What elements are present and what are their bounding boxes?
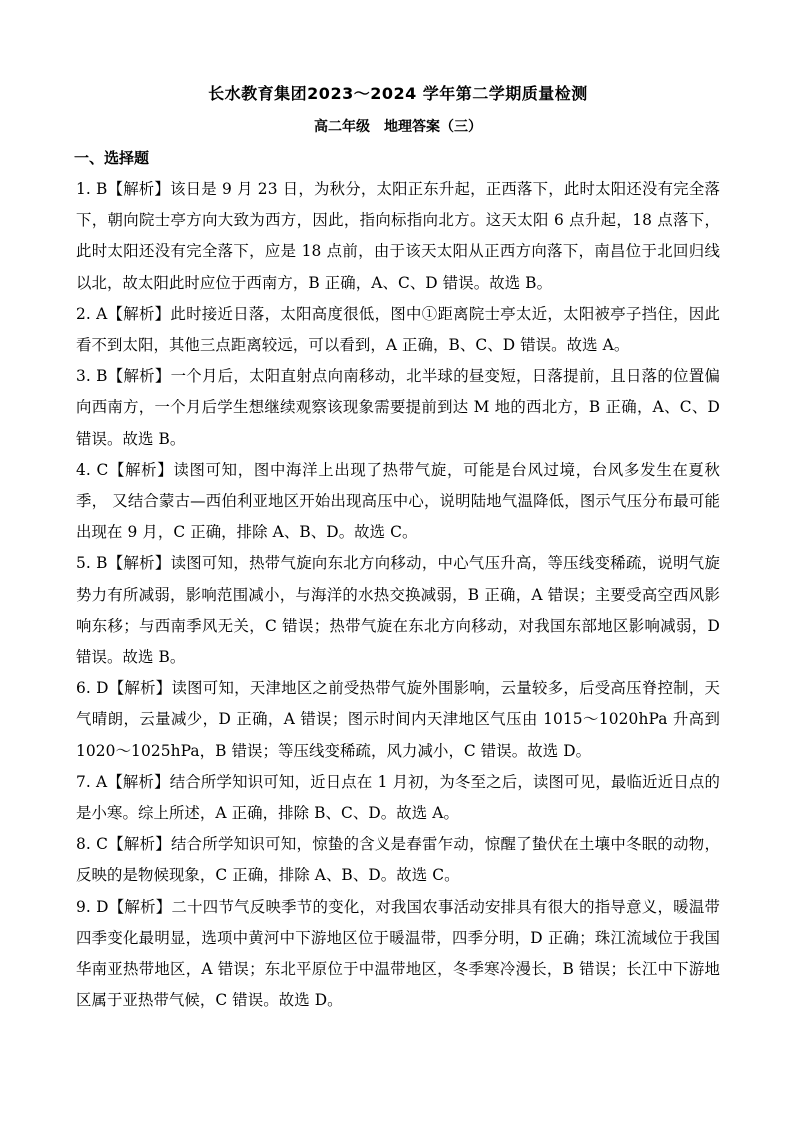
document-title: 长水教育集团2023～2024 学年第二学期质量检测 (208, 84, 588, 103)
answer-list (76, 174, 720, 1016)
analysis-tag: 【解析】 (108, 679, 172, 698)
analysis-tag: 【解析】 (107, 772, 170, 791)
analysis-tag: 【解析】 (107, 304, 171, 323)
answer-item-7 (76, 767, 720, 829)
answer-number: 2. (76, 304, 91, 323)
answer-item-9 (76, 892, 720, 1017)
answer-item-1 (76, 174, 720, 299)
answer-item-6 (76, 673, 720, 767)
answer-item-4 (76, 455, 720, 549)
analysis-tag: 【解析】 (108, 460, 174, 479)
answer-number: 6. (76, 679, 91, 698)
answer-number: 4. (76, 460, 91, 479)
analysis-tag: 【解析】 (107, 367, 171, 386)
answer-explanation: 读图可知，图中海洋上出现了热带气旋，可能是台风过境，台风多发生在夏秋季， 又结合蒙古—西伯利亚地区开始出现高压中心，说明陆地气温降低，图示气压分布最可能出现在 9 月，C 正确，排除 A、B、D。故选 C。 (76, 460, 720, 542)
answer-number: 1. (76, 180, 91, 198)
answer-explanation: 读图可知，热带气旋向东北方向移动，中心气压升高，等压线变稀疏，说明气旋势力有所减弱，影响范围减小，与海洋的水热交换减弱，B 正确，A 错误；主要受高空西风影响东移；与西南季风无关，C 错误；热带气旋在东北方向移动，对我国东部地区影响减弱，D 错误。故选 B。 (76, 554, 720, 667)
answer-explanation: 结合所学知识可知，惊蛰的含义是春雷乍动，惊醒了蛰伏在土壤中冬眠的动物，反映的是物候现象，C 正确，排除 A、B、D。故选 C。 (76, 835, 720, 885)
answer-item-3 (76, 361, 720, 455)
analysis-tag: 【解析】 (108, 897, 172, 916)
answer-number: 7. (76, 772, 91, 791)
analysis-tag: 【解析】 (107, 835, 171, 854)
answer-choice: D (96, 679, 109, 698)
section-heading: 一、选择题 (74, 149, 150, 167)
answer-item-2 (76, 299, 720, 361)
analysis-tag: 【解析】 (107, 180, 171, 198)
answer-choice: D (96, 897, 109, 916)
document-subtitle: 高二年级 地理答案（三） (314, 119, 482, 135)
answer-choice: C (96, 460, 109, 479)
analysis-tag: 【解析】 (107, 554, 171, 573)
answer-item-5 (76, 548, 720, 673)
answer-explanation: 该日是 9 月 23 日，为秋分，太阳正东升起，正西落下，此时太阳还没有完全落下，朝向院士亭方向大致为西方，因此，指向标指向北方。这天太阳 6 点升起，18 点落下，此时太阳还没有完全落下，应是 18 点前，由于该天太阳从正西方向落下，南昌位于北回归线以北，故太阳此时应位于西南方，B 正确，A、C、D 错误。故选 B。 (76, 180, 720, 292)
answer-explanation: 二十四节气反映季节的变化，对我国农事活动安排具有很大的指导意义，暖温带四季变化最明显，选项中黄河中下游地区位于暖温带，四季分明，D 正确；珠江流域位于我国华南亚热带地区，A 错误；东北平原位于中温带地区，冬季寒冷漫长，B 错误；长江中下游地区属于亚热带气候，C 错误。故选 D。 (76, 897, 720, 1010)
answer-explanation: 结合所学知识可知，近日点在 1 月初，为冬至之后，读图可见，最临近近日点的是小寒。综上所述，A 正确，排除 B、C、D。故选 A。 (76, 772, 720, 823)
answer-item-8 (76, 829, 720, 891)
answer-number: 8. (76, 835, 91, 854)
answer-number: 3. (76, 367, 91, 386)
answer-choice: B (96, 367, 108, 386)
answer-choice: B (96, 180, 108, 198)
answer-choice: B (96, 554, 108, 573)
answer-explanation: 一个月后，太阳直射点向南移动，北半球的昼变短，日落提前，且日落的位置偏向西南方，一个月后学生想继续观察该现象需要提前到达 M 地的西北方，B 正确，A、C、D 错误。故选 B。 (76, 367, 720, 448)
answer-explanation: 读图可知，天津地区之前受热带气旋外围影响，云量较多，后受高压脊控制，天气晴朗，云量减少，D 正确，A 错误；图示时间内天津地区气压由 1015～1020hPa 升高到 1020～1025hPa，B 错误；等压线变稀疏，风力减小，C 错误。故选 D。 (76, 679, 720, 760)
answer-choice: A (96, 772, 108, 791)
answer-choice: A (96, 304, 108, 323)
answer-explanation: 此时接近日落，太阳高度很低，图中①距离院士亭太近，太阳被亭子挡住，因此看不到太阳，其他三点距离较远，可以看到，A 正确，B、C、D 错误。故选 A。 (76, 304, 720, 355)
answer-choice: C (96, 835, 108, 854)
answer-number: 9. (76, 897, 91, 916)
answer-number: 5. (76, 554, 91, 573)
